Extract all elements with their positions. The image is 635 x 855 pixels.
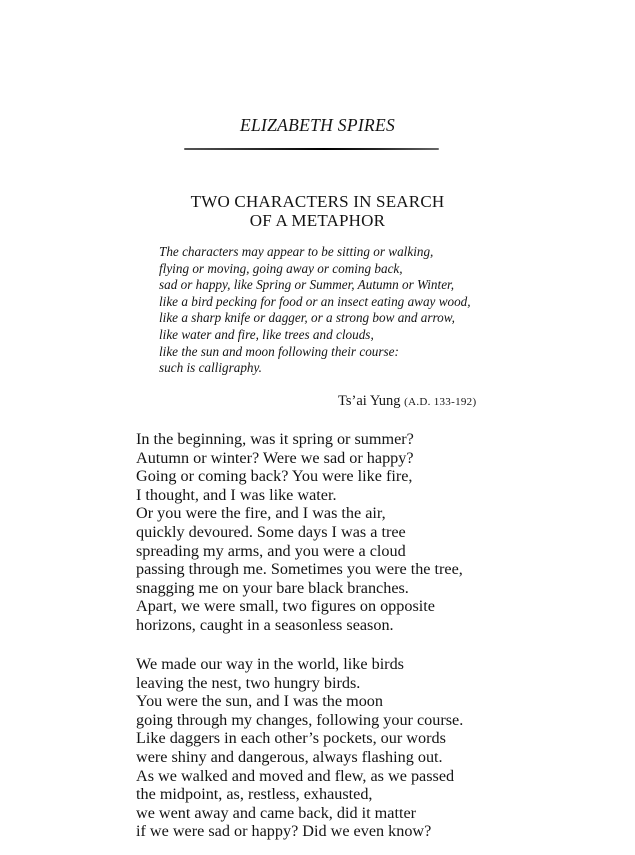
epigraph-line: flying or moving, going away or coming back, (159, 260, 403, 276)
poem-line: As we walked and moved and flew, as we passed (136, 766, 455, 785)
poem-line: we went away and came back, did it matter (136, 803, 417, 822)
attribution-name: Ts’ai Yung (338, 393, 401, 409)
poem-line: Going or coming back? You were like fire, (136, 467, 413, 486)
poem-title-line: OF A METAPHOR (249, 211, 386, 230)
poem-line: We made our way in the world, like birds (136, 655, 404, 673)
poem-line: were shiny and dangerous, always flashing out. (136, 747, 443, 766)
epigraph-line: sad or happy, like Spring or Summer, Autumn or Winter, (159, 277, 455, 293)
epigraph-attribution (338, 393, 476, 410)
poem-title (0, 192, 635, 230)
poem-line: spreading my arms, and you were a cloud (136, 541, 406, 560)
stanza-2 (136, 655, 516, 841)
poem-line: I thought, and I was like water. (136, 485, 337, 504)
author-name: ELIZABETH SPIRES (240, 115, 395, 135)
epigraph-line: like a bird pecking for food or an insect eating away wood, (159, 293, 471, 309)
poem-line: Autumn or winter? Were we sad or happy? (136, 448, 414, 467)
epigraph-line: The characters may appear to be sitting or walking, (159, 244, 434, 259)
attribution-dates: (A.D. 133-192) (404, 396, 477, 408)
poem-line: leaving the nest, two hungry birds. (136, 673, 361, 692)
stanza-1 (136, 430, 516, 635)
poem-line: Like daggers in each other’s pockets, our words (136, 729, 446, 748)
poem-line: horizons, caught in a seasonless season. (136, 615, 394, 634)
poem-line: the midpoint, as, restless, exhausted, (136, 785, 373, 804)
poem-line: snagging me on your bare black branches. (136, 578, 409, 597)
epigraph-line: like the sun and moon following their course: (159, 343, 399, 359)
poem-line: going through my changes, following your course. (136, 710, 464, 729)
poem-line: if we were sad or happy? Did we even know? (136, 822, 432, 841)
poem-line: Apart, we were small, two figures on opposite (136, 597, 435, 616)
poem-line: In the beginning, was it spring or summer? (136, 430, 414, 448)
epigraph-line: like water and fire, like trees and clouds, (159, 326, 374, 342)
poem-line: Or you were the fire, and I was the air, (136, 504, 386, 523)
poem-line: passing through me. Sometimes you were the tree, (136, 560, 463, 579)
poem-line: You were the sun, and I was the moon (136, 692, 383, 711)
epigraph-line: like a sharp knife or dagger, or a strong bow and arrow, (159, 310, 455, 326)
epigraph (159, 244, 489, 377)
poem-title-line: TWO CHARACTERS IN SEARCH (190, 192, 445, 211)
poem-line: quickly devoured. Some days I was a tree (136, 522, 406, 541)
header-rule (184, 148, 439, 150)
epigraph-line: such is calligraphy. (159, 360, 262, 376)
